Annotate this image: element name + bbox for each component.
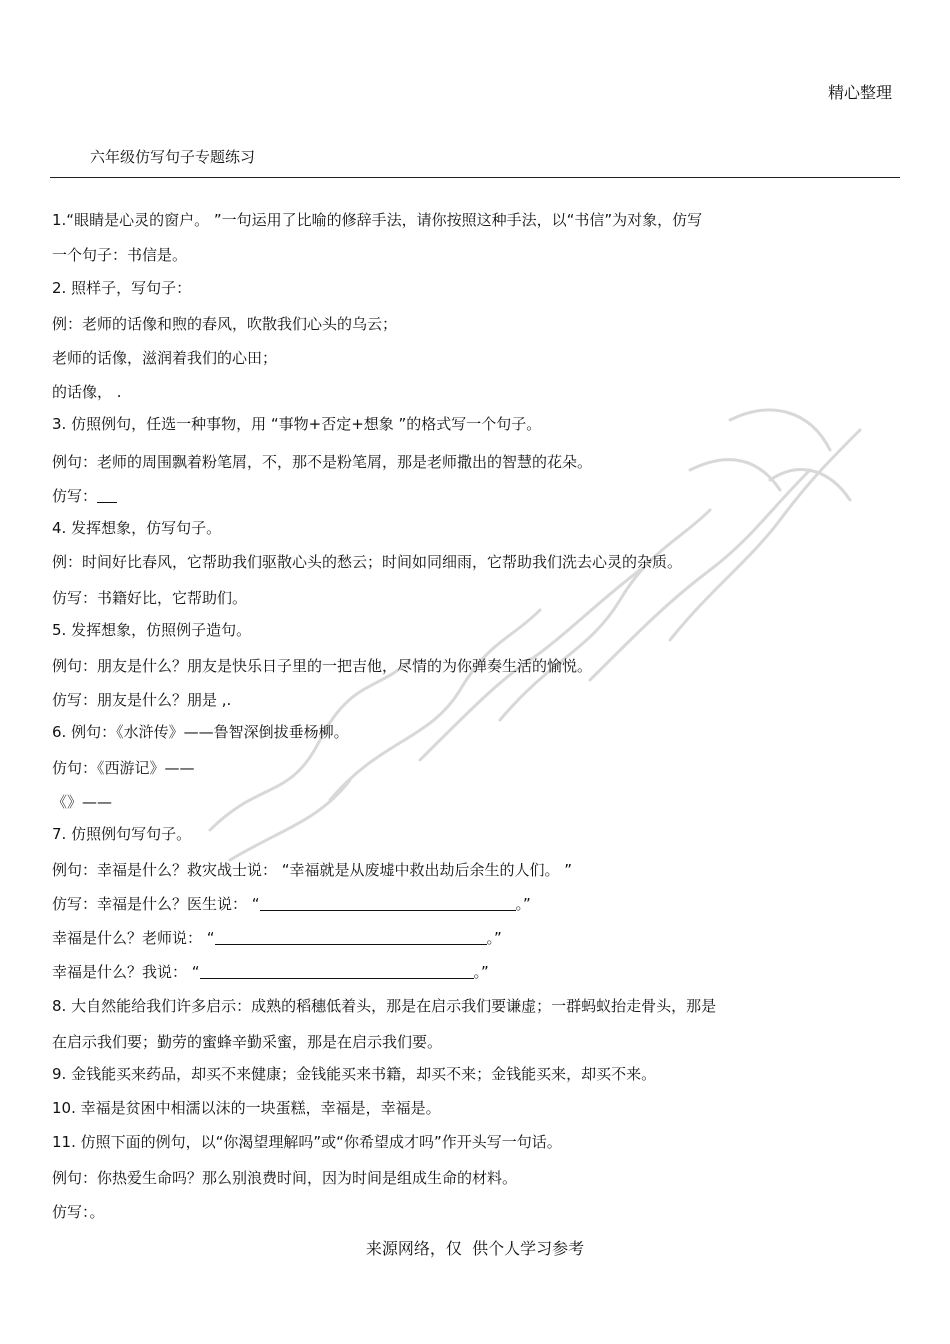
line-tail: 。”	[473, 963, 489, 981]
question-line: 的话像， .	[52, 383, 122, 401]
question-line: 9. 金钱能买来药品，却买不来健康；金钱能买来书籍，却买不来；金钱能买来，却买不来。	[52, 1065, 657, 1083]
question-line: 11. 仿照下面的例句，以“你渴望理解吗”或“你希望成才吗”作开头写一句话。	[52, 1133, 562, 1151]
question-line: 一个句子：书信是。	[52, 246, 188, 264]
question-line: 在启示我们要；勤劳的蜜蜂辛勤采蜜，那是在启示我们要。	[52, 1033, 443, 1051]
line-text: 幸福是什么？我说： “	[52, 963, 200, 981]
question-line	[52, 894, 531, 914]
question-line: 例：时间好比春风，它帮助我们驱散心头的愁云；时间如同细雨，它帮助我们洗去心灵的杂质。	[52, 553, 683, 571]
question-line: 仿写：书籍好比，它帮助们。	[52, 589, 248, 607]
footer-note: 来源网络，仅 供个人学习参考	[365, 1239, 585, 1258]
answer-blank[interactable]	[200, 964, 474, 979]
answer-blank[interactable]	[97, 488, 117, 503]
question-line: 6. 例句：《水浒传》——鲁智深倒拔垂杨柳。	[52, 723, 349, 741]
question-line: 2. 照样子，写句子：	[52, 279, 192, 297]
answer-blank[interactable]	[260, 896, 516, 911]
question-line	[52, 962, 489, 982]
line-text: 幸福是什么？老师说： “	[52, 929, 215, 947]
question-line: 例句：老师的周围飘着粉笔屑，不，那不是粉笔屑，那是老师撒出的智慧的花朵。	[52, 453, 593, 471]
question-line: 《》——	[52, 793, 113, 811]
line-text: 仿写：幸福是什么？医生说： “	[52, 895, 260, 913]
line-text: 仿写：	[52, 487, 98, 505]
question-line: 5. 发挥想象，仿照例子造句。	[52, 621, 252, 639]
line-tail: 。”	[486, 929, 502, 947]
question-line: 例句：你热爱生命吗？那么别浪费时间，因为时间是组成生命的材料。	[52, 1169, 518, 1187]
title-divider	[50, 177, 900, 178]
question-line	[52, 486, 117, 506]
page-title: 六年级仿写句子专题练习	[90, 148, 256, 166]
question-line: 8. 大自然能给我们许多启示：成熟的稻穗低着头，那是在启示我们要谦虚；一群蚂蚁抬走骨头，那是	[52, 997, 717, 1015]
question-line: 例句：幸福是什么？救灾战士说： “幸福就是从废墟中救出劫后余生的人们。 ”	[52, 861, 573, 879]
question-line: 3. 仿照例句，任选一种事物，用 “事物+否定+想象 ”的格式写一个句子。	[52, 415, 542, 433]
question-line: 10. 幸福是贫困中相濡以沫的一块蛋糕，幸福是，幸福是。	[52, 1099, 441, 1117]
question-line: 1.“眼睛是心灵的窗户。 ”一句运用了比喻的修辞手法，请你按照这种手法，以“书信”为对象，仿写	[52, 211, 703, 229]
question-line: 老师的话像，滋润着我们的心田；	[52, 349, 278, 367]
line-tail: 。”	[515, 895, 531, 913]
question-line	[52, 928, 502, 948]
question-line: 仿写：朋友是什么？朋是 ,.	[52, 691, 232, 709]
question-line: 仿句：《西游记》——	[52, 759, 195, 777]
header-label: 精心整理	[827, 83, 892, 102]
watermark-handwriting	[170, 360, 890, 880]
question-line: 例句：朋友是什么？朋友是快乐日子里的一把吉他，尽情的为你弹奏生活的愉悦。	[52, 657, 593, 675]
question-line: 4. 发挥想象，仿写句子。	[52, 519, 222, 537]
question-line: 例：老师的话像和煦的春风，吹散我们心头的乌云；	[52, 315, 398, 333]
question-line: 仿写：。	[52, 1203, 105, 1221]
answer-blank[interactable]	[215, 930, 487, 945]
question-line: 7. 仿照例句写句子。	[52, 825, 192, 843]
